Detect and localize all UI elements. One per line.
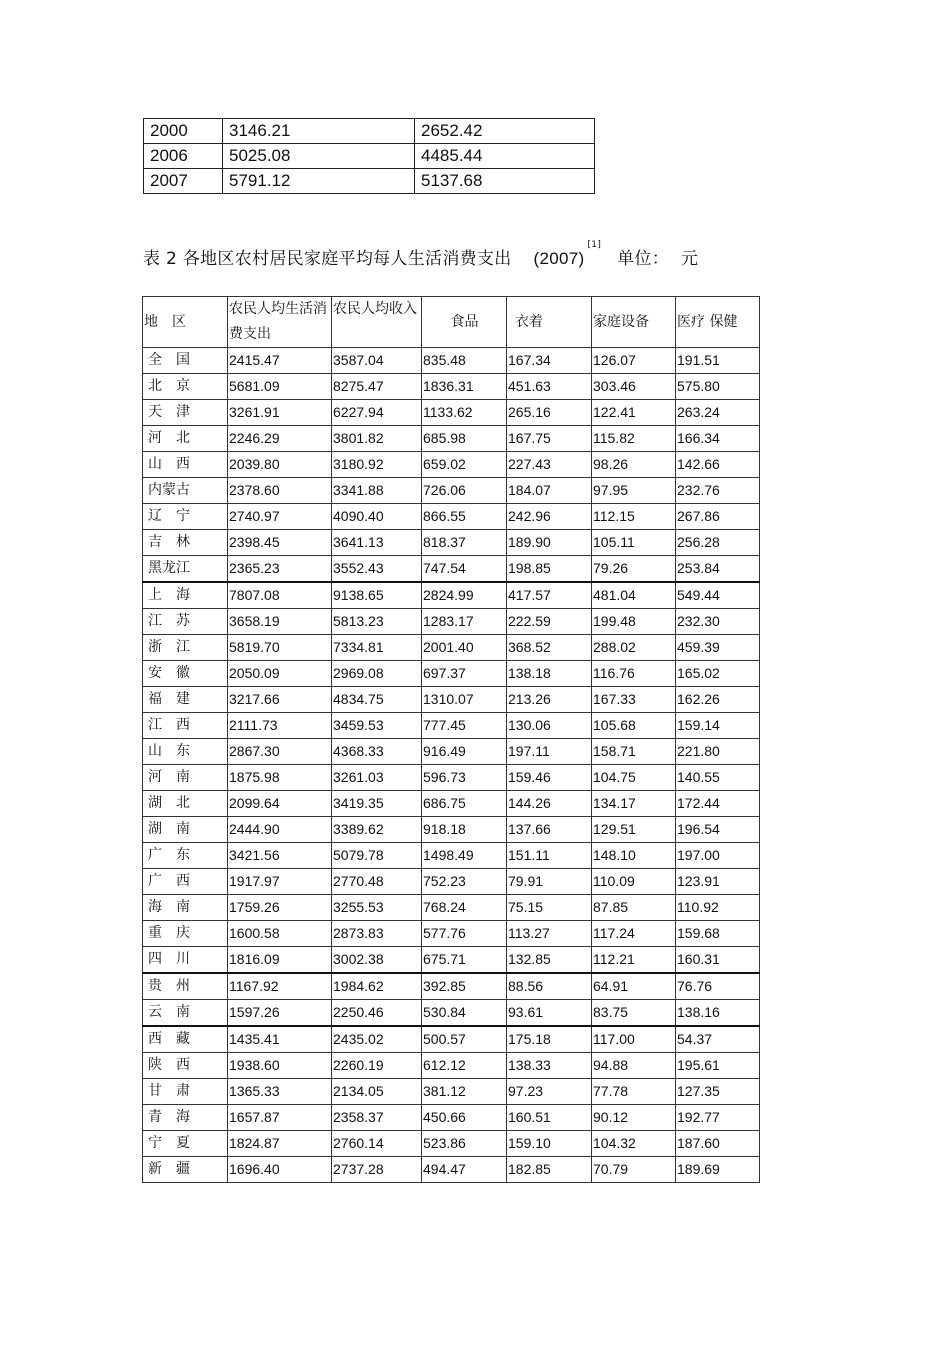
- value-cell: 747.54: [422, 556, 507, 583]
- value-cell: 192.77: [676, 1105, 760, 1131]
- value-cell: 9138.65: [332, 582, 422, 609]
- table-row: [143, 1131, 760, 1157]
- header-region: 地 区: [143, 297, 228, 348]
- value-cell: 227.43: [507, 452, 592, 478]
- value-cell: 916.49: [422, 739, 507, 765]
- value-cell: 98.26: [592, 452, 676, 478]
- value-cell: 2246.29: [228, 426, 332, 452]
- value-cell: 392.85: [422, 973, 507, 1000]
- value-cell: 132.85: [507, 947, 592, 974]
- region-cell: 新 疆: [143, 1157, 228, 1183]
- value-cell: 117.24: [592, 921, 676, 947]
- value-cell: 104.32: [592, 1131, 676, 1157]
- value-cell: 3459.53: [332, 713, 422, 739]
- table-row: [143, 1105, 760, 1131]
- regional-expenditure-table: [142, 296, 760, 1183]
- value-cell: 70.79: [592, 1157, 676, 1183]
- value-cell: 835.48: [422, 348, 507, 374]
- value-cell: 113.27: [507, 921, 592, 947]
- value-cell: 7334.81: [332, 635, 422, 661]
- value-cell: 675.71: [422, 947, 507, 974]
- caption-unit-value: 元: [681, 249, 699, 269]
- value-cell: 189.90: [507, 530, 592, 556]
- value-cell: 105.68: [592, 713, 676, 739]
- value-cell: 117.00: [592, 1026, 676, 1053]
- value-cell: 2770.48: [332, 869, 422, 895]
- table-cell: 5791.12: [223, 169, 415, 194]
- region-cell: 北 京: [143, 374, 228, 400]
- table-row: [143, 765, 760, 791]
- table-row: [143, 895, 760, 921]
- value-cell: 127.35: [676, 1079, 760, 1105]
- value-cell: 160.31: [676, 947, 760, 974]
- value-cell: 3419.35: [332, 791, 422, 817]
- table-cell: 2006: [144, 144, 223, 169]
- table-cell: 4485.44: [415, 144, 595, 169]
- region-cell: 青 海: [143, 1105, 228, 1131]
- value-cell: 2358.37: [332, 1105, 422, 1131]
- caption-reference: [1]: [587, 240, 602, 250]
- value-cell: 3217.66: [228, 687, 332, 713]
- header-income: 农民人均收入: [332, 297, 422, 348]
- value-cell: 726.06: [422, 478, 507, 504]
- region-cell: 贵 州: [143, 973, 228, 1000]
- region-cell: 重 庆: [143, 921, 228, 947]
- value-cell: 160.51: [507, 1105, 592, 1131]
- value-cell: 158.71: [592, 739, 676, 765]
- value-cell: 83.75: [592, 1000, 676, 1027]
- table-cell: 2000: [144, 119, 223, 144]
- header-food: 食品: [422, 297, 507, 348]
- table-row: [143, 661, 760, 687]
- value-cell: 165.02: [676, 661, 760, 687]
- region-cell: 河 南: [143, 765, 228, 791]
- value-cell: 1824.87: [228, 1131, 332, 1157]
- value-cell: 148.10: [592, 843, 676, 869]
- value-cell: 159.10: [507, 1131, 592, 1157]
- region-cell: 广 东: [143, 843, 228, 869]
- table-row: [143, 869, 760, 895]
- value-cell: 5681.09: [228, 374, 332, 400]
- value-cell: 1759.26: [228, 895, 332, 921]
- header-household-equipment: 家庭设备: [592, 297, 676, 348]
- value-cell: 2398.45: [228, 530, 332, 556]
- value-cell: 221.80: [676, 739, 760, 765]
- value-cell: 1365.33: [228, 1079, 332, 1105]
- value-cell: 659.02: [422, 452, 507, 478]
- value-cell: 265.16: [507, 400, 592, 426]
- value-cell: 104.75: [592, 765, 676, 791]
- table-row: [143, 374, 760, 400]
- income-summary-table: [143, 118, 595, 194]
- value-cell: 2378.60: [228, 478, 332, 504]
- value-cell: 267.86: [676, 504, 760, 530]
- value-cell: 1816.09: [228, 947, 332, 974]
- value-cell: 54.37: [676, 1026, 760, 1053]
- value-cell: 5819.70: [228, 635, 332, 661]
- value-cell: 166.34: [676, 426, 760, 452]
- value-cell: 3180.92: [332, 452, 422, 478]
- value-cell: 686.75: [422, 791, 507, 817]
- value-cell: 2873.83: [332, 921, 422, 947]
- value-cell: 76.76: [676, 973, 760, 1000]
- value-cell: 4368.33: [332, 739, 422, 765]
- value-cell: 2050.09: [228, 661, 332, 687]
- region-cell: 广 西: [143, 869, 228, 895]
- value-cell: 2365.23: [228, 556, 332, 583]
- value-cell: 818.37: [422, 530, 507, 556]
- value-cell: 3421.56: [228, 843, 332, 869]
- value-cell: 450.66: [422, 1105, 507, 1131]
- value-cell: 481.04: [592, 582, 676, 609]
- value-cell: 2260.19: [332, 1053, 422, 1079]
- value-cell: 2867.30: [228, 739, 332, 765]
- value-cell: 195.61: [676, 1053, 760, 1079]
- value-cell: 1167.92: [228, 973, 332, 1000]
- value-cell: 97.23: [507, 1079, 592, 1105]
- value-cell: 138.18: [507, 661, 592, 687]
- value-cell: 2760.14: [332, 1131, 422, 1157]
- value-cell: 288.02: [592, 635, 676, 661]
- value-cell: 752.23: [422, 869, 507, 895]
- table-row: [143, 348, 760, 374]
- value-cell: 530.84: [422, 1000, 507, 1027]
- value-cell: 5079.78: [332, 843, 422, 869]
- value-cell: 1836.31: [422, 374, 507, 400]
- value-cell: 159.14: [676, 713, 760, 739]
- value-cell: 3587.04: [332, 348, 422, 374]
- value-cell: 232.76: [676, 478, 760, 504]
- value-cell: 87.85: [592, 895, 676, 921]
- value-cell: 1310.07: [422, 687, 507, 713]
- value-cell: 1938.60: [228, 1053, 332, 1079]
- value-cell: 97.95: [592, 478, 676, 504]
- region-cell: 全 国: [143, 348, 228, 374]
- value-cell: 1696.40: [228, 1157, 332, 1183]
- value-cell: 577.76: [422, 921, 507, 947]
- value-cell: 2435.02: [332, 1026, 422, 1053]
- region-cell: 江 西: [143, 713, 228, 739]
- value-cell: 500.57: [422, 1026, 507, 1053]
- value-cell: 2824.99: [422, 582, 507, 609]
- value-cell: 2969.08: [332, 661, 422, 687]
- value-cell: 523.86: [422, 1131, 507, 1157]
- header-consumption: 农民人均生活消费支出: [228, 297, 332, 348]
- caption-unit-label: 单位：: [617, 249, 670, 269]
- region-cell: 内蒙古: [143, 478, 228, 504]
- table-row: [143, 504, 760, 530]
- table-caption: [143, 240, 699, 269]
- value-cell: 6227.94: [332, 400, 422, 426]
- value-cell: 2415.47: [228, 348, 332, 374]
- region-cell: 吉 林: [143, 530, 228, 556]
- value-cell: 3552.43: [332, 556, 422, 583]
- table-cell: 5137.68: [415, 169, 595, 194]
- value-cell: 184.07: [507, 478, 592, 504]
- value-cell: 1283.17: [422, 609, 507, 635]
- table-row: [143, 843, 760, 869]
- value-cell: 3389.62: [332, 817, 422, 843]
- value-cell: 697.37: [422, 661, 507, 687]
- table-row: [143, 1079, 760, 1105]
- region-cell: 天 津: [143, 400, 228, 426]
- value-cell: 3002.38: [332, 947, 422, 974]
- value-cell: 2134.05: [332, 1079, 422, 1105]
- value-cell: 94.88: [592, 1053, 676, 1079]
- value-cell: 129.51: [592, 817, 676, 843]
- value-cell: 2740.97: [228, 504, 332, 530]
- table-row: [143, 921, 760, 947]
- region-cell: 安 徽: [143, 661, 228, 687]
- value-cell: 2737.28: [332, 1157, 422, 1183]
- region-cell: 江 苏: [143, 609, 228, 635]
- value-cell: 7807.08: [228, 582, 332, 609]
- value-cell: 1597.26: [228, 1000, 332, 1027]
- value-cell: 3341.88: [332, 478, 422, 504]
- region-cell: 湖 南: [143, 817, 228, 843]
- region-cell: 宁 夏: [143, 1131, 228, 1157]
- table-row: [143, 1026, 760, 1053]
- value-cell: 3801.82: [332, 426, 422, 452]
- value-cell: 1917.97: [228, 869, 332, 895]
- value-cell: 4090.40: [332, 504, 422, 530]
- value-cell: 138.33: [507, 1053, 592, 1079]
- value-cell: 866.55: [422, 504, 507, 530]
- table-row: [144, 119, 595, 144]
- value-cell: 3641.13: [332, 530, 422, 556]
- value-cell: 110.92: [676, 895, 760, 921]
- table-row: [143, 426, 760, 452]
- value-cell: 93.61: [507, 1000, 592, 1027]
- value-cell: 110.09: [592, 869, 676, 895]
- table-row: [143, 817, 760, 843]
- header-healthcare: 医疗 保健: [676, 297, 760, 348]
- value-cell: 1498.49: [422, 843, 507, 869]
- value-cell: 451.63: [507, 374, 592, 400]
- value-cell: 112.21: [592, 947, 676, 974]
- value-cell: 175.18: [507, 1026, 592, 1053]
- value-cell: 459.39: [676, 635, 760, 661]
- region-cell: 海 南: [143, 895, 228, 921]
- value-cell: 182.85: [507, 1157, 592, 1183]
- value-cell: 105.11: [592, 530, 676, 556]
- value-cell: 112.15: [592, 504, 676, 530]
- value-cell: 918.18: [422, 817, 507, 843]
- value-cell: 1600.58: [228, 921, 332, 947]
- header-clothing: 衣着: [507, 297, 592, 348]
- table-row: [143, 478, 760, 504]
- value-cell: 3261.03: [332, 765, 422, 791]
- value-cell: 612.12: [422, 1053, 507, 1079]
- value-cell: 1657.87: [228, 1105, 332, 1131]
- value-cell: 115.82: [592, 426, 676, 452]
- table-row: [144, 144, 595, 169]
- value-cell: 1984.62: [332, 973, 422, 1000]
- table-row: [143, 1157, 760, 1183]
- value-cell: 3255.53: [332, 895, 422, 921]
- value-cell: 368.52: [507, 635, 592, 661]
- region-cell: 湖 北: [143, 791, 228, 817]
- value-cell: 77.78: [592, 1079, 676, 1105]
- value-cell: 123.91: [676, 869, 760, 895]
- value-cell: 1875.98: [228, 765, 332, 791]
- value-cell: 2111.73: [228, 713, 332, 739]
- table-row: [143, 739, 760, 765]
- region-cell: 浙 江: [143, 635, 228, 661]
- value-cell: 3658.19: [228, 609, 332, 635]
- value-cell: 263.24: [676, 400, 760, 426]
- region-cell: 上 海: [143, 582, 228, 609]
- value-cell: 167.75: [507, 426, 592, 452]
- value-cell: 88.56: [507, 973, 592, 1000]
- table-row: [143, 609, 760, 635]
- value-cell: 197.11: [507, 739, 592, 765]
- value-cell: 685.98: [422, 426, 507, 452]
- value-cell: 2250.46: [332, 1000, 422, 1027]
- value-cell: 167.33: [592, 687, 676, 713]
- value-cell: 4834.75: [332, 687, 422, 713]
- table-row: [143, 400, 760, 426]
- table-cell: 2007: [144, 169, 223, 194]
- value-cell: 768.24: [422, 895, 507, 921]
- value-cell: 213.26: [507, 687, 592, 713]
- value-cell: 232.30: [676, 609, 760, 635]
- table-row: [143, 947, 760, 974]
- table-row: [143, 973, 760, 1000]
- region-cell: 辽 宁: [143, 504, 228, 530]
- value-cell: 116.76: [592, 661, 676, 687]
- table-row: [143, 1053, 760, 1079]
- value-cell: 90.12: [592, 1105, 676, 1131]
- value-cell: 134.17: [592, 791, 676, 817]
- value-cell: 3261.91: [228, 400, 332, 426]
- caption-title: 表 2 各地区农村居民家庭平均每人生活消费支出: [143, 249, 512, 269]
- value-cell: 303.46: [592, 374, 676, 400]
- value-cell: 189.69: [676, 1157, 760, 1183]
- value-cell: 2039.80: [228, 452, 332, 478]
- table-row: [143, 713, 760, 739]
- table-row: [143, 530, 760, 556]
- value-cell: 144.26: [507, 791, 592, 817]
- value-cell: 381.12: [422, 1079, 507, 1105]
- value-cell: 494.47: [422, 1157, 507, 1183]
- value-cell: 1133.62: [422, 400, 507, 426]
- region-cell: 云 南: [143, 1000, 228, 1027]
- value-cell: 777.45: [422, 713, 507, 739]
- value-cell: 256.28: [676, 530, 760, 556]
- region-cell: 山 西: [143, 452, 228, 478]
- value-cell: 162.26: [676, 687, 760, 713]
- value-cell: 122.41: [592, 400, 676, 426]
- value-cell: 2001.40: [422, 635, 507, 661]
- value-cell: 253.84: [676, 556, 760, 583]
- value-cell: 2444.90: [228, 817, 332, 843]
- table-header-row: [143, 297, 760, 348]
- value-cell: 191.51: [676, 348, 760, 374]
- value-cell: 8275.47: [332, 374, 422, 400]
- region-cell: 河 北: [143, 426, 228, 452]
- value-cell: 198.85: [507, 556, 592, 583]
- region-cell: 福 建: [143, 687, 228, 713]
- table-row: [143, 582, 760, 609]
- value-cell: 575.80: [676, 374, 760, 400]
- value-cell: 75.15: [507, 895, 592, 921]
- value-cell: 142.66: [676, 452, 760, 478]
- value-cell: 167.34: [507, 348, 592, 374]
- value-cell: 187.60: [676, 1131, 760, 1157]
- value-cell: 159.46: [507, 765, 592, 791]
- region-cell: 山 东: [143, 739, 228, 765]
- region-cell: 甘 肃: [143, 1079, 228, 1105]
- caption-year: (2007): [533, 249, 585, 268]
- value-cell: 5813.23: [332, 609, 422, 635]
- table-row: [143, 452, 760, 478]
- table-cell: 5025.08: [223, 144, 415, 169]
- value-cell: 2099.64: [228, 791, 332, 817]
- value-cell: 138.16: [676, 1000, 760, 1027]
- value-cell: 79.91: [507, 869, 592, 895]
- value-cell: 172.44: [676, 791, 760, 817]
- region-cell: 西 藏: [143, 1026, 228, 1053]
- table-row: [143, 687, 760, 713]
- table-row: [143, 791, 760, 817]
- value-cell: 596.73: [422, 765, 507, 791]
- value-cell: 196.54: [676, 817, 760, 843]
- value-cell: 1435.41: [228, 1026, 332, 1053]
- table-cell: 3146.21: [223, 119, 415, 144]
- value-cell: 130.06: [507, 713, 592, 739]
- value-cell: 197.00: [676, 843, 760, 869]
- value-cell: 137.66: [507, 817, 592, 843]
- value-cell: 79.26: [592, 556, 676, 583]
- value-cell: 199.48: [592, 609, 676, 635]
- region-cell: 黑龙江: [143, 556, 228, 583]
- table-row: [143, 635, 760, 661]
- value-cell: 126.07: [592, 348, 676, 374]
- value-cell: 159.68: [676, 921, 760, 947]
- region-cell: 四 川: [143, 947, 228, 974]
- value-cell: 151.11: [507, 843, 592, 869]
- value-cell: 549.44: [676, 582, 760, 609]
- value-cell: 222.59: [507, 609, 592, 635]
- table-row: [143, 556, 760, 583]
- table-row: [143, 1000, 760, 1027]
- value-cell: 242.96: [507, 504, 592, 530]
- value-cell: 140.55: [676, 765, 760, 791]
- table-cell: 2652.42: [415, 119, 595, 144]
- value-cell: 417.57: [507, 582, 592, 609]
- table-row: [144, 169, 595, 194]
- value-cell: 64.91: [592, 973, 676, 1000]
- region-cell: 陕 西: [143, 1053, 228, 1079]
